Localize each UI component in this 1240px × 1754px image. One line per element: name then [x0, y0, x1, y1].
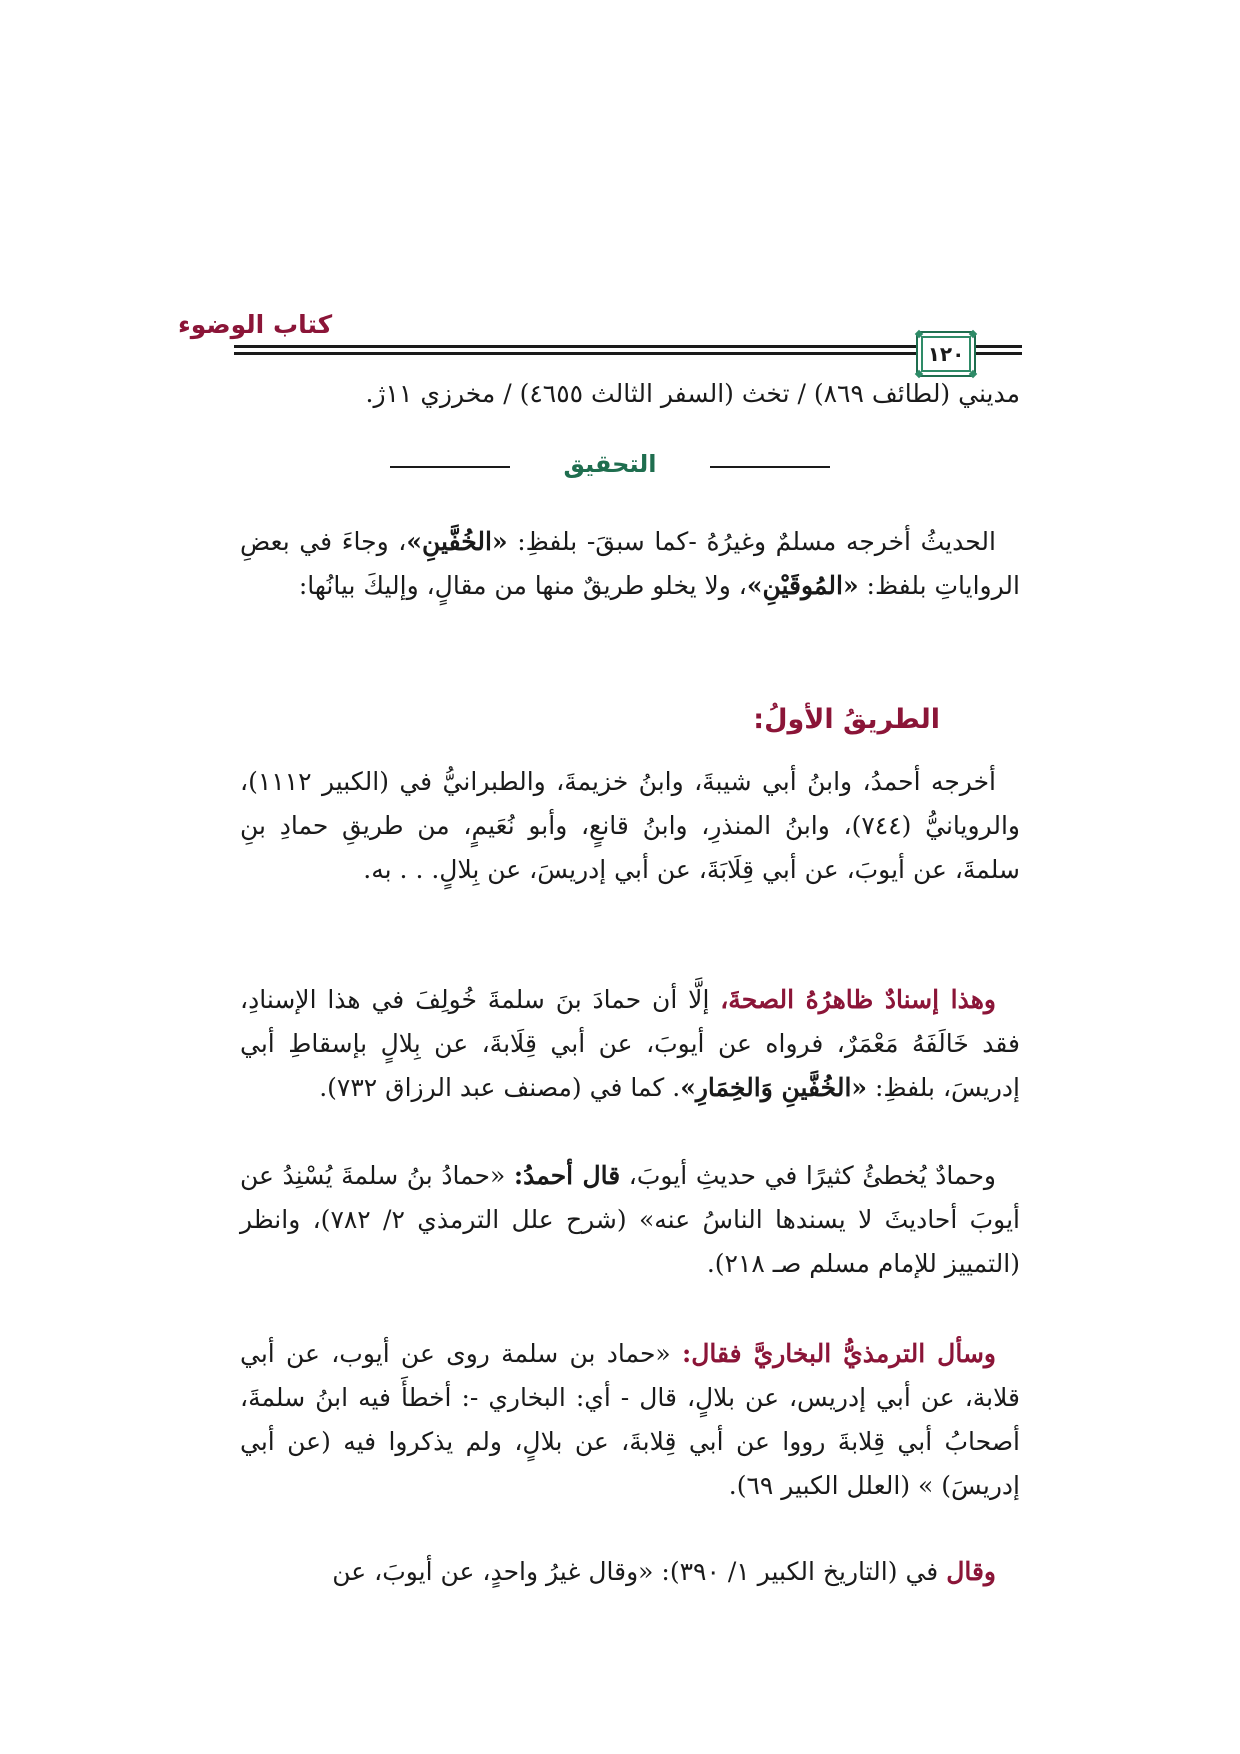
paragraph-text: «حماد بن سلمة روى عن أيوب، عن أبي قلابة، عن أبي إدريس، عن بلالٍ، قال - أي: البخاري -: أخطأَ فيه ابنُ سلمةَ، أصحابُ أبي قِلابةَ رووا عن أبي قِلابةَ، عن بلالٍ، ولم يذكروا فيه (عن أبي إدريسَ) » (العلل الكبير ٦٩).: [240, 1339, 1020, 1500]
quoted-term: «الخُفَّينِ وَالخِمَارِ»: [680, 1073, 868, 1102]
section-title: التحقيق: [510, 450, 710, 478]
paragraph-text: في (التاريخ الكبير ١/ ٣٩٠): «وقال غيرُ واحدٍ، عن أيوبَ، عن: [332, 1557, 947, 1586]
page-number-badge: [916, 331, 976, 377]
paragraph-hammad: [240, 1154, 1020, 1286]
paragraph-route-one: [240, 760, 1020, 892]
quoted-term: قال أحمدُ:: [513, 1161, 621, 1190]
paragraph-tarikh: [240, 1550, 1020, 1594]
divider-line-left: [390, 466, 520, 468]
paragraph-text: إلَّا أن حمادَ بنَ سلمةَ خُولِفَ في هذا الإسنادِ، فقد خَالَفَهُ مَعْمَرٌ، فرواه عن أيوبَ، عن أبي قِلَابةَ، عن بِلالٍ بإسقاطِ أبي إدريسَ، بلفظِ:: [240, 985, 1020, 1102]
sources-text: مديني (لطائف ٨٦٩) / تخث (السفر الثالث ٤٦٥٥) / مخرزي ١١ﮊ.: [365, 379, 1020, 408]
book-title: كتاب الوضوء: [178, 310, 333, 339]
paragraph-text: الحديثُ أخرجه مسلمٌ وغيرُهُ -كما سبقَ- بلفظِ:: [507, 527, 996, 556]
badge-corner-ornament: [915, 330, 923, 338]
paragraph-lead: وقال: [946, 1557, 996, 1586]
paragraph-text: وحمادٌ يُخطئُ كثيرًا في حديثِ أيوبَ،: [620, 1161, 996, 1190]
badge-corner-ornament: [969, 330, 977, 338]
paragraph-lead: وسأل الترمذيُّ البخاريَّ فقال:: [682, 1339, 996, 1368]
sources-line: [240, 372, 1020, 416]
subheading-first-route: الطريقُ الأولُ:: [753, 704, 940, 735]
paragraph-intro: [240, 520, 1020, 608]
header-rule-bottom: [234, 352, 1022, 355]
section-divider: [390, 452, 830, 482]
header-rule-top: [234, 345, 1022, 348]
paragraph-isnad: [240, 978, 1020, 1110]
quoted-term: «المُوقَيْنِ»: [746, 571, 859, 600]
paragraph-lead: وهذا إسنادٌ ظاهرُهُ الصحةَ،: [720, 985, 996, 1014]
quoted-term: «الخُفَّينِ»: [406, 527, 508, 556]
paragraph-text: ، وجاءَ في بعضِ الرواياتِ بلفظ:: [240, 527, 1020, 600]
paragraph-text: «حمادُ بنُ سلمةَ يُسْنِدُ عن أيوبَ أحاديثَ لا يسندها الناسُ عنه» (شرح علل الترمذي ٢/ ٧٨٢)، وانظر (التمييز للإمام مسلم صـ ٢١٨).: [240, 1161, 1020, 1278]
paragraph-text: أخرجه أحمدُ، وابنُ أبي شيبةَ، وابنُ خزيمةَ، والطبرانيُّ في (الكبير ١١١٢)، والرويانيُّ (٧٤٤)، وابنُ المنذرِ، وابنُ قانعٍ، وأبو نُعَيمٍ، من طريقِ حمادِ بنِ سلمةَ، عن أيوبَ، عن أبي قِلَابَةَ، عن أبي إدريسَ، عن بِلالٍ. . . به.: [240, 767, 1020, 884]
page-number: ١٢٠: [927, 342, 965, 366]
paragraph-text: . كما في (مصنف عبد الرزاق ٧٣٢).: [319, 1073, 681, 1102]
divider-line-right: [700, 466, 830, 468]
paragraph-tirmidhi: [240, 1332, 1020, 1508]
paragraph-text: ، ولا يخلو طريقٌ منها من مقالٍ، وإليكَ بيانُها:: [298, 571, 747, 600]
